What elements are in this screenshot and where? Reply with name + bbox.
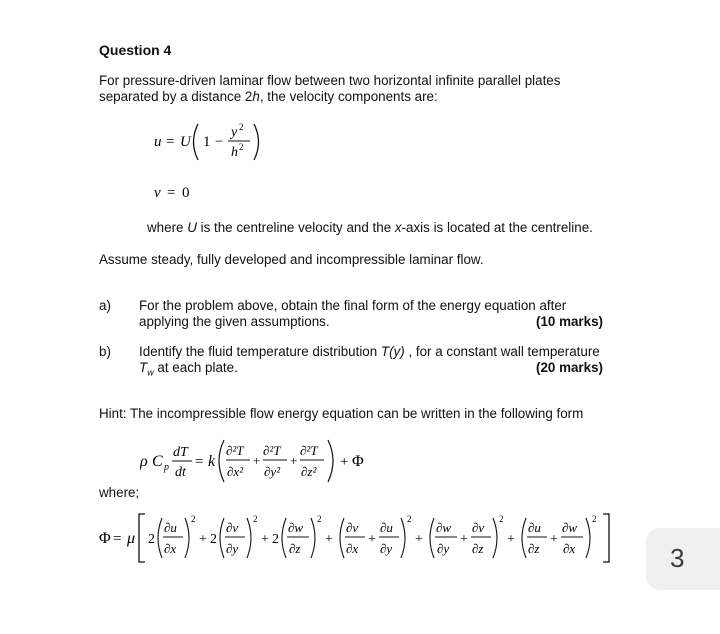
svg-text:μ: μ <box>127 530 136 547</box>
part-a-marks: (10 marks) <box>536 314 603 329</box>
svg-text:2: 2 <box>191 514 196 524</box>
svg-text:dt: dt <box>175 465 186 480</box>
question-title: Question 4 <box>99 42 172 58</box>
svg-text:∂y: ∂y <box>380 541 393 556</box>
svg-text:2: 2 <box>148 532 155 547</box>
svg-text:∂w: ∂w <box>436 520 452 535</box>
svg-text:∂x: ∂x <box>563 541 576 556</box>
page-number-badge <box>646 528 720 590</box>
svg-text:+: + <box>460 532 468 547</box>
svg-text:∂y²: ∂y² <box>264 464 281 479</box>
svg-text:0: 0 <box>182 185 190 201</box>
svg-text:∂z: ∂z <box>289 541 301 556</box>
part-a-line-1: For the problem above, obtain the final form of the energy equation after <box>139 298 567 313</box>
svg-text:=: = <box>167 185 176 201</box>
energy-equation-graphic <box>140 436 380 486</box>
part-b-line-1: Identify the fluid temperature distribution T(y) , for a constant wall temperature <box>139 344 600 359</box>
svg-text:2: 2 <box>253 514 258 524</box>
velocity-u-equation-graphic <box>148 120 278 164</box>
svg-text:+: + <box>550 532 558 547</box>
svg-text:u: u <box>154 134 162 150</box>
svg-text:U: U <box>180 134 191 150</box>
svg-text:y: y <box>231 125 238 140</box>
svg-text:+: + <box>340 454 349 470</box>
svg-text:−: − <box>215 134 224 150</box>
svg-text:∂u: ∂u <box>164 520 177 535</box>
intro-line-2: separated by a distance 2h, the velocity components are: <box>99 89 438 104</box>
svg-text:∂u: ∂u <box>380 520 393 535</box>
svg-text:2: 2 <box>499 514 504 524</box>
svg-text:=: = <box>195 454 204 470</box>
dissipation-equation <box>99 510 639 571</box>
assumption-text: Assume steady, fully developed and incompressible laminar flow. <box>99 252 484 267</box>
svg-text:∂²T: ∂²T <box>263 443 281 458</box>
svg-text:=: = <box>113 531 122 547</box>
svg-text:∂z: ∂z <box>472 541 484 556</box>
svg-text:2: 2 <box>210 532 217 547</box>
part-a-label: a) <box>99 298 111 313</box>
svg-text:∂z: ∂z <box>528 541 540 556</box>
svg-text:∂x²: ∂x² <box>227 464 244 479</box>
svg-text:∂y: ∂y <box>226 541 239 556</box>
dissipation-equation-graphic <box>99 510 639 566</box>
intro-line-1: For pressure-driven laminar flow between two horizontal infinite parallel plates <box>99 73 561 88</box>
svg-text:h: h <box>231 145 238 160</box>
page-number: 3 <box>670 543 685 573</box>
svg-text:∂²T: ∂²T <box>226 443 244 458</box>
svg-text:+: + <box>253 453 261 468</box>
svg-text:2: 2 <box>239 122 244 132</box>
velocity-v-equation <box>154 182 214 207</box>
svg-text:=: = <box>166 134 175 150</box>
svg-text:+: + <box>325 532 333 547</box>
svg-text:+: + <box>290 453 298 468</box>
svg-text:p: p <box>164 462 169 473</box>
svg-text:∂v: ∂v <box>472 520 485 535</box>
svg-text:Φ: Φ <box>352 453 364 470</box>
velocity-v-equation-graphic <box>154 182 214 202</box>
svg-text:2: 2 <box>407 514 412 524</box>
svg-text:∂z²: ∂z² <box>301 464 317 479</box>
svg-text:C: C <box>152 453 163 470</box>
svg-text:∂x: ∂x <box>346 541 359 556</box>
svg-text:+: + <box>261 532 269 547</box>
svg-text:∂v: ∂v <box>226 520 239 535</box>
svg-text:+: + <box>199 532 207 547</box>
svg-text:∂w: ∂w <box>562 520 578 535</box>
svg-text:∂w: ∂w <box>288 520 304 535</box>
part-a-line-2: applying the given assumptions. <box>139 314 330 329</box>
svg-text:∂u: ∂u <box>528 520 541 535</box>
energy-equation <box>140 436 380 491</box>
svg-text:∂²T: ∂²T <box>300 443 318 458</box>
velocity-u-equation <box>148 120 278 169</box>
svg-text:∂v: ∂v <box>346 520 359 535</box>
part-b-marks: (20 marks) <box>536 360 603 375</box>
svg-text:v: v <box>154 185 161 201</box>
svg-text:2: 2 <box>239 142 244 152</box>
svg-text:+: + <box>368 532 376 547</box>
svg-text:dT: dT <box>173 445 188 460</box>
part-b-line-2: $T_w$ at each plate. <box>139 360 238 378</box>
svg-text:∂y: ∂y <box>437 541 450 556</box>
svg-text:Φ: Φ <box>99 530 111 547</box>
svg-text:2: 2 <box>592 514 597 524</box>
svg-text:∂x: ∂x <box>164 541 177 556</box>
centreline-note: where U is the centreline velocity and the x-axis is located at the centreline. <box>147 220 593 235</box>
svg-text:2: 2 <box>272 532 279 547</box>
hint-text: Hint: The incompressible flow energy equation can be written in the following form <box>99 406 584 421</box>
svg-text:+: + <box>507 532 515 547</box>
where-label: where; <box>99 485 140 500</box>
svg-text:ρ: ρ <box>140 453 148 470</box>
part-b-label: b) <box>99 344 111 359</box>
svg-text:k: k <box>208 453 216 470</box>
svg-text:1: 1 <box>203 134 211 150</box>
svg-text:+: + <box>415 532 423 547</box>
svg-text:2: 2 <box>317 514 322 524</box>
